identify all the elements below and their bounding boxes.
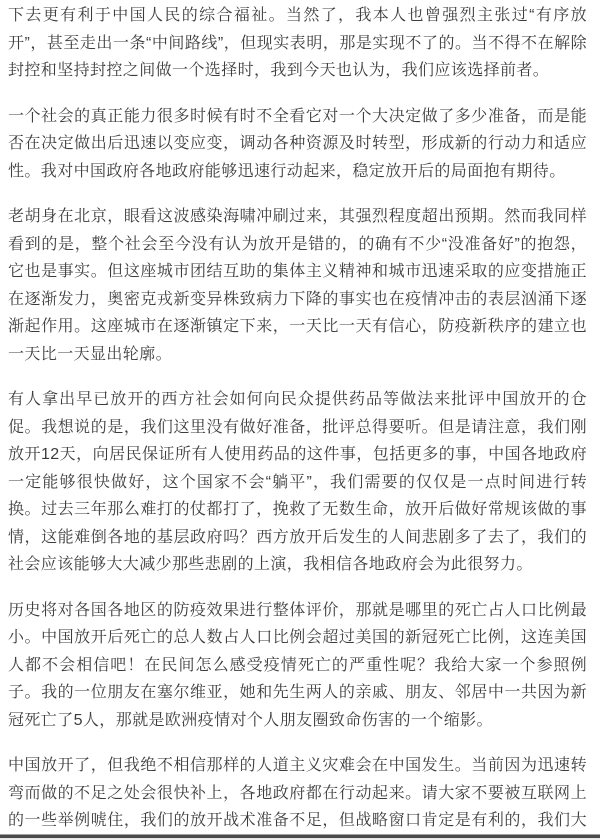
text-line: 社会应该能够大大减少那些悲剧的上演，我相信各地政府会为此很努力。 — [8, 556, 533, 573]
text-line: 一天比一天显出轮廓。 — [8, 345, 173, 363]
text-line: 它也是事实。但这座城市团结互助的集体主义精神和城市迅速采取的应变措施正 — [8, 263, 587, 280]
text-line: 一定能够很快做好，这个国家不会“躺平”，我们需要的仅仅是一点时间进行转 — [8, 473, 587, 491]
article-paragraph — [8, 386, 587, 579]
text-line: 小。中国放开后死亡的总人数占人口比例会超过美国的新冠死亡比例，这连美国 — [8, 629, 587, 646]
text-line: 渐起作用。这座城市在逐渐镇定下来，一天比一天有信心，防疫新秩序的建立也 — [8, 318, 587, 335]
text-line: 否在决定做出后迅速以变应变，调动各种资源及时转型，形成新的行动力和适应 — [8, 135, 587, 152]
text-line: 一个社会的真正能力很多时候有时不全看它对一个大决定做了多少准备，而是能 — [8, 107, 587, 125]
article-paragraph — [8, 597, 587, 735]
text-line: 弯而做的不足之处会很快补上，各地政府都在行动起来。请大家不要被互联网上 — [8, 784, 587, 802]
article-paragraph — [8, 203, 587, 368]
text-line: 有人拿出早已放开的西方社会如何向民众提供药品等做法来批评中国放开的仓 — [8, 391, 587, 408]
article-paragraph — [8, 103, 587, 186]
text-line: 下去更有利于中国人民的综合福祉。当然了，我本人也曾强烈主张过“有序放 — [8, 7, 587, 24]
text-line: 人都不会相信吧！在民间怎么感受疫情死亡的严重性呢？我给大家一个参照例 — [8, 656, 587, 674]
text-line: 历史将对各国各地区的防疫效果进行整体评价，那就是哪里的死亡占人口比例最 — [8, 601, 587, 619]
text-line: 老胡身在北京，眼看这波感染海啸冲刷过来，其强烈程度超出预期。然而我同样 — [8, 208, 587, 225]
text-line: 换。过去三年那么难打的仗都打了，挽救了无数生命，放开后做好常规该做的事 — [8, 501, 587, 518]
text-line: 封控和坚持封控之间做一个选择时，我到今天也认为，我们应该选择前者。 — [8, 62, 550, 79]
text-line: 性。我对中国政府各地政府能够迅速行动起来，稳定放开后的局面抱有期待。 — [8, 162, 566, 180]
text-line: 中国放开了，但我绝不相信那样的人道主义灾难会在中国发生。当前因为迅速转 — [8, 757, 587, 774]
text-line: 的一些举例唬住，我们的放开战术准备不足，但战略窗口肯定是有利的，我们大 — [8, 812, 587, 829]
text-line: 促。我想说的是，我们这里没有做好准备，批评总得要听。但是请注意，我们刚 — [8, 418, 587, 436]
text-line: 在逐渐发力，奥密克戎新变异株致病力下降的事实也在疫情冲击的表层汹涌下逐 — [8, 290, 587, 308]
article-paragraph — [8, 2, 587, 85]
text-line: 子。我的一位朋友在塞尔维亚，她和先生两人的亲戚、朋友、邻居中一共因为新 — [8, 684, 587, 701]
text-line: 冠死亡了5人，那就是欧洲疫情对个人朋友圈致命伤害的一个缩影。 — [8, 711, 493, 729]
text-line: 放开12天，向居民保证所有人使用药品的这件事，包括更多的事，中国各地政府 — [8, 446, 587, 463]
text-line: 开”，甚至走出一条“中间路线”，但现实表明，那是实现不了的。当不得不在解除 — [8, 34, 587, 52]
text-line: 情，这能难倒各地的基层政府吗？西方放开后发生的人间悲剧多了去了，我们的 — [8, 528, 587, 546]
text-line: 看到的是，整个社会至今没有认为放开是错的，的确有不少“没准备好”的抱怨， — [8, 235, 587, 253]
article-paragraph — [8, 752, 587, 835]
window-bottom-edge — [0, 834, 600, 840]
